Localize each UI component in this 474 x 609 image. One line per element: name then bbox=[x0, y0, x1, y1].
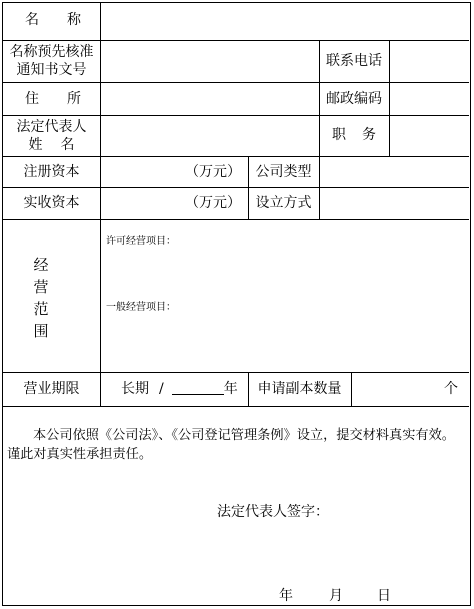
term-label: 营业期限 bbox=[23, 381, 80, 397]
legal-rep-label-line2 bbox=[3, 136, 100, 154]
paid-capital-label: 实收资本 bbox=[23, 195, 80, 211]
legal-rep-label-line1: 法定代表人 bbox=[16, 119, 87, 135]
registered-capital-field[interactable] bbox=[102, 158, 182, 185]
copies-label: 申请副本数量 bbox=[257, 381, 342, 397]
legal-rep-name-field[interactable] bbox=[102, 117, 317, 154]
address-label-char-1: 住 bbox=[25, 91, 39, 107]
scope-label-char-2: 营 bbox=[33, 278, 49, 296]
long-term-option[interactable]: 长期 bbox=[121, 381, 149, 397]
position-label-char-2: 务 bbox=[362, 127, 376, 143]
general-business-label: 一般经营项目： bbox=[106, 302, 176, 313]
legal-rep-label-char-1: 姓 bbox=[28, 137, 43, 153]
licensed-business-field[interactable] bbox=[102, 251, 467, 296]
term-years-input[interactable] bbox=[172, 380, 224, 395]
paid-capital-field[interactable] bbox=[102, 189, 182, 217]
declaration-line1: 本公司依照《公司法》、《公司登记管理条例》设立，提交材料真实有效。 bbox=[33, 428, 455, 443]
position-field[interactable] bbox=[391, 117, 467, 154]
phone-label: 联系电话 bbox=[326, 53, 382, 69]
address-field[interactable] bbox=[102, 84, 317, 113]
name-label bbox=[25, 11, 85, 29]
company-type-field[interactable] bbox=[321, 158, 467, 185]
date-month-label: 月 bbox=[329, 588, 343, 604]
registered-capital-unit: （万元） bbox=[185, 164, 241, 180]
scope-label-char-3: 范 bbox=[33, 300, 49, 318]
signature-label: 法定代表人签字： bbox=[217, 504, 329, 520]
scope-label-char-4: 围 bbox=[33, 322, 49, 340]
date-day-label: 日 bbox=[377, 588, 391, 604]
declaration-line2: 谨此对真实性承担责任。 bbox=[7, 447, 153, 462]
pre-approval-number-field[interactable] bbox=[102, 42, 317, 80]
postcode-label: 邮政编码 bbox=[326, 91, 382, 107]
name-field[interactable] bbox=[102, 5, 467, 38]
phone-field[interactable] bbox=[391, 42, 467, 80]
copies-unit: 个 bbox=[444, 381, 458, 397]
scope-label-char-1: 经 bbox=[33, 256, 49, 274]
company-type-label: 公司类型 bbox=[255, 164, 312, 180]
registered-capital-label: 注册资本 bbox=[23, 164, 80, 180]
paid-capital-unit: （万元） bbox=[185, 195, 241, 211]
position-label-char-1: 职 bbox=[332, 127, 346, 143]
date-year-label: 年 bbox=[279, 588, 293, 604]
copies-field[interactable] bbox=[353, 374, 438, 404]
term-slash: / bbox=[159, 381, 164, 397]
pre-approval-label-line2: 通知书文号 bbox=[16, 62, 87, 78]
postcode-field[interactable] bbox=[391, 84, 467, 113]
term-year-unit: 年 bbox=[223, 381, 238, 397]
term-value bbox=[121, 380, 238, 398]
pre-approval-label-line1: 名称预先核准 bbox=[9, 44, 94, 60]
licensed-business-label: 许可经营项目： bbox=[106, 236, 176, 247]
address-label-char-2: 所 bbox=[67, 91, 81, 107]
name-label-char-2: 称 bbox=[67, 12, 81, 28]
establish-method-label: 设立方式 bbox=[255, 195, 312, 211]
establish-method-field[interactable] bbox=[321, 189, 467, 217]
registration-form bbox=[2, 2, 471, 606]
signature-field[interactable] bbox=[333, 499, 463, 523]
general-business-field[interactable] bbox=[102, 317, 467, 369]
legal-rep-label-char-2: 名 bbox=[60, 137, 75, 153]
position-label bbox=[319, 126, 389, 144]
name-label-char-1: 名 bbox=[25, 12, 39, 28]
address-label bbox=[25, 90, 85, 108]
